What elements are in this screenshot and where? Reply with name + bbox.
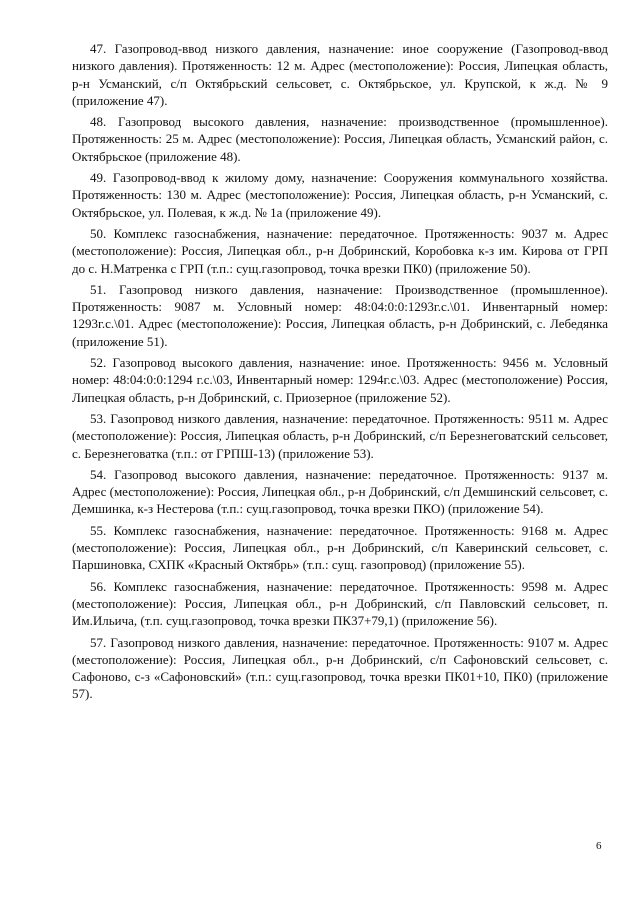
list-item-49: 49. Газопровод-ввод к жилому дому, назначение: Сооружения коммунального хозяйства. Протяженность: 130 м. Адрес (местоположение): Россия, Липецкая область, р-н Усманский, с. Октябрьское, ул. Полевая, к ж.д. № 1а (приложение 49). xyxy=(72,170,608,220)
list-item-53: 53. Газопровод низкого давления, назначение: передаточное. Протяженность: 9511 м. Адрес (местоположение): Россия, Липецкая область, р-н Добринский, с/п Березнеговатский сельсовет, с. Березнеговатка (т.п.: от ГРПШ-13) (приложение 53). xyxy=(72,410,608,461)
list-item-50: 50. Комплекс газоснабжения, назначение: передаточное. Протяженность: 9037 м. Адрес (местоположение): Россия, Липецкая обл., р-н Добринский, Коробовка к-з им. Кирова от ГРП до с. Н.Матренка с ГРП (т.п.: сущ.газопровод, точка врезки ПК0) (приложение 50). xyxy=(72,225,608,276)
list-item-51: 51. Газопровод низкого давления, назначение: Производственное (промышленное). Протяженность: 9087 м. Условный номер: 48:04:0:0:1293г.с.\01. Инвентарный номер: 1293г.с.\01. Адрес (местоположение): Россия, Липецкая область, р-н Добринский, с. Лебедянка (приложение 51). xyxy=(72,281,608,349)
page-number: 6 xyxy=(596,840,602,852)
list-item-56: 56. Комплекс газоснабжения, назначение: передаточное. Протяженность: 9598 м. Адрес (местоположение): Россия, Липецкая обл., р-н Добринский, с/п Павловский сельсовет, п. Им.Ильича, (т.п. сущ.газопровод, точка врезки ПК37+79,1) (приложение 56). xyxy=(72,578,608,629)
list-item-54: 54. Газопровод высокого давления, назначение: передаточное. Протяженность: 9137 м. Адрес (местоположение): Россия, Липецкая обл., р-н Добринский, с/п Демшинский сельсовет, с. Демшинка, к-з Нестерова (т.п.: сущ.газопровод, точка врезки ПКО) (приложение 54). xyxy=(72,466,608,517)
list-item-48: 48. Газопровод высокого давления, назначение: производственное (промышленное). Протяженность: 25 м. Адрес (местоположение): Россия, Липецкая область, Усманский район, с. Октябрьское (приложение 48). xyxy=(72,114,608,164)
list-item-47: 47. Газопровод-ввод низкого давления, назначение: иное сооружение (Газопровод-ввод низкого давления). Протяженность: 12 м. Адрес (местоположение): Россия, Липецкая область, р-н Усманский, с/п Октябрьский сельсовет, с. Октябрьское, ул. Крупской, к ж.д. № 9 (приложение 47). xyxy=(72,41,608,108)
list-item-57: 57. Газопровод низкого давления, назначение: передаточное. Протяженность: 9107 м. Адрес (местоположение): Россия, Липецкая обл., р-н Добринский, с/п Сафоновский сельсовет, с. Сафоново, с-з «Сафоновский» (т.п.: сущ.газопровод, точка врезки ПК01+10, ПК0) (приложение 57). xyxy=(72,634,608,702)
list-item-55: 55. Комплекс газоснабжения, назначение: передаточное. Протяженность: 9168 м. Адрес (местоположение): Россия, Липецкая обл., р-н Добринский, с/п Каверинский сельсовет, с. Паршиновка, СХПК «Красный Октябрь» (т.п.: сущ. газопровод) (приложение 55). xyxy=(72,522,608,573)
document-body xyxy=(72,40,608,707)
list-item-52: 52. Газопровод высокого давления, назначение: иное. Протяженность: 9456 м. Условный номер: 48:04:0:0:1294 г.с.\03, Инвентарный номер: 1294г.с.\03. Адрес (местоположение) Россия, Липецкая область, р-н Добринский, с. Приозерное (приложение 52). xyxy=(72,355,608,405)
